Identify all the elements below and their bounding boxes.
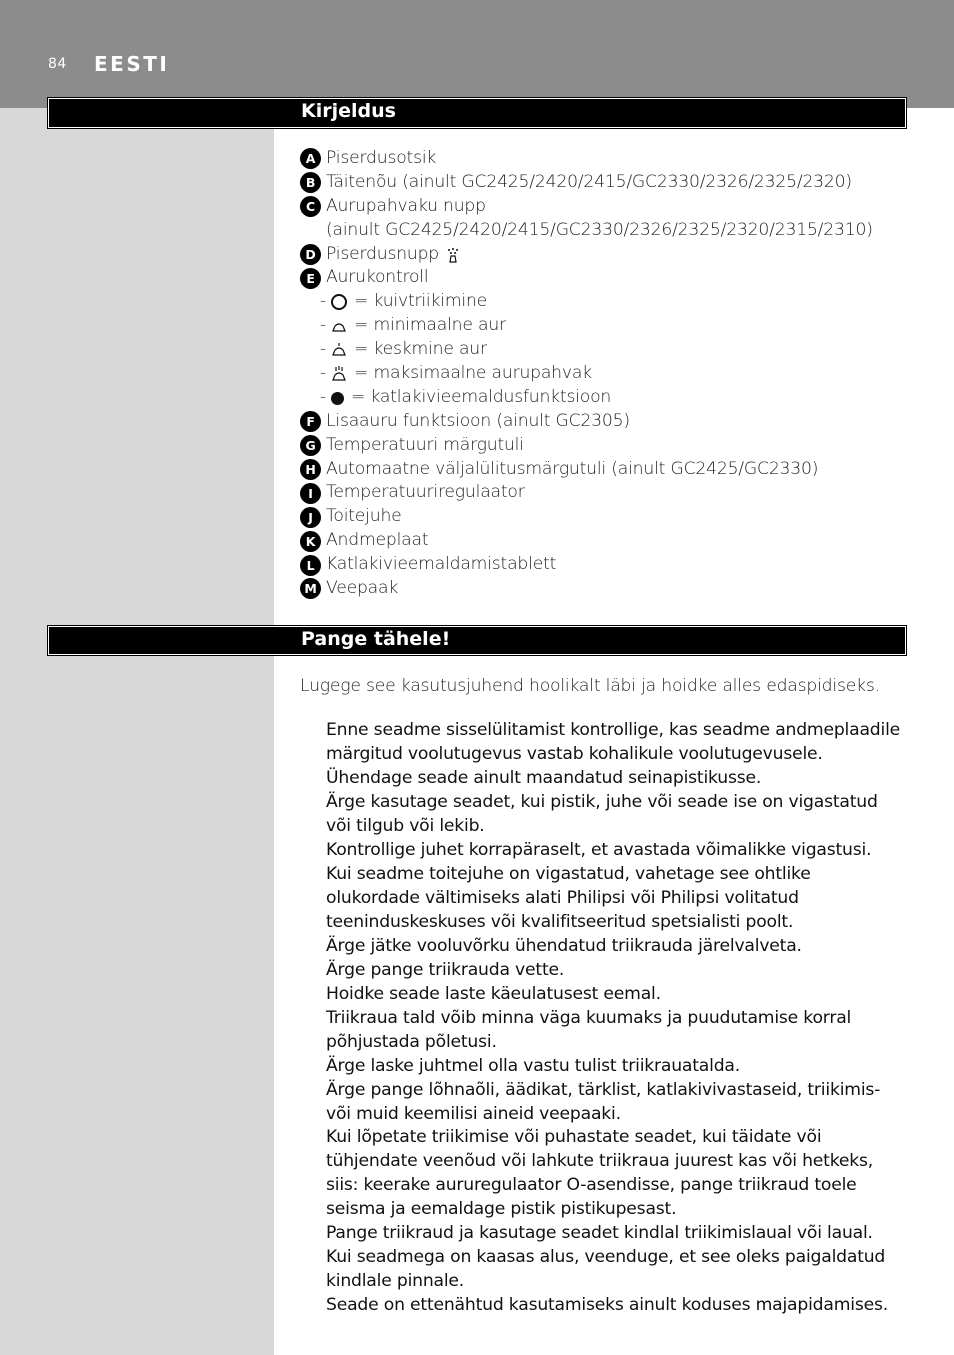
part-label: Toitejuhe <box>326 506 402 527</box>
part-label: Piserdusnupp <box>326 243 440 264</box>
steam-setting-row: - = maksimaalne aurupahvak <box>300 362 873 386</box>
steam-min-icon <box>331 318 347 334</box>
list-item <box>300 505 873 529</box>
warning-line: põhjustada põletusi. <box>326 1031 497 1052</box>
warning-line: Ärge kasutage seadet, kui pistik, juhe või seade ise on vigastatud <box>326 791 878 812</box>
warning-line: või tilgub või lekib. <box>326 815 485 836</box>
warning-line: Seade on ettenähtud kasutamiseks ainult koduses majapidamises. <box>326 1295 888 1316</box>
warning-line: Ärge pange triikrauda vette. <box>326 959 565 980</box>
part-label: Katlakivieemaldamistablett <box>326 554 557 575</box>
warning-line: Ärge pange lõhnaõli, äädikat, tärklist, katlakivivastaseid, triikimis- <box>326 1079 881 1100</box>
list-item <box>300 577 873 601</box>
language-heading: EESTI <box>94 52 170 76</box>
steam-setting-label: = kuivtriikimine <box>354 291 488 312</box>
page-number: 84 <box>48 56 67 72</box>
steam-setting-label: = maksimaalne aurupahvak <box>354 363 592 384</box>
letter-badge-f: F <box>300 411 321 432</box>
warning-line: Ühendage seade ainult maandatud seinapistikusse. <box>326 767 762 788</box>
list-item <box>300 171 873 195</box>
steam-setting-label: = keskmine aur <box>354 339 487 360</box>
section-bar-notice <box>48 626 906 655</box>
warning-line: Kui seadme toitejuhe on vigastatud, vahetage see ohtlike <box>326 863 811 884</box>
list-item <box>300 410 873 434</box>
warning-lines <box>300 719 900 1318</box>
part-label: (ainult GC2425/2420/2415/GC2330/2326/2325/2320/2315/2310) <box>326 219 873 240</box>
section-bar-description <box>48 98 906 128</box>
part-label: Täitenõu (ainult GC2425/2420/2415/GC2330/2326/2325/2320) <box>326 171 852 192</box>
list-item <box>300 195 873 219</box>
letter-badge-i: I <box>300 483 321 504</box>
left-margin-column <box>0 108 274 1355</box>
part-label: Andmeplaat <box>326 530 429 551</box>
letter-badge-a: A <box>300 148 321 169</box>
warning-line: kindlale pinnale. <box>326 1271 465 1292</box>
steam-setting-label: = minimaalne aur <box>354 315 506 336</box>
warning-line: Enne seadme sisselülitamist kontrollige, kas seadme andmeplaadile <box>326 720 901 740</box>
warning-line: Ärge laske juhtmel olla vastu tulist triikrauatalda. <box>326 1055 741 1076</box>
part-label: Lisaauru funktsioon (ainult GC2305) <box>326 410 630 431</box>
steam-setting-row: - = katlakivieemaldusfunktsioon <box>300 386 873 410</box>
list-item <box>300 529 873 553</box>
warning-line: olukordade vältimiseks alati Philipsi või Philipsi volitatud <box>326 887 799 908</box>
steam-max-icon <box>331 366 347 382</box>
steam-setting-row: - = kuivtriikimine <box>300 290 873 314</box>
warning-line: Pange triikraud ja kasutage seadet kindlal triikimislaual või laual. <box>326 1223 873 1244</box>
steam-setting-label: = katlakivieemaldusfunktsioon <box>351 386 612 407</box>
list-item <box>300 266 873 290</box>
steam-medium-icon <box>331 342 347 358</box>
letter-badge-b: B <box>300 172 321 193</box>
steam-setting-row: - = keskmine aur <box>300 338 873 362</box>
part-label: Automaatne väljalülitusmärgutuli (ainult GC2425/GC2330) <box>326 458 819 479</box>
part-label: Temperatuuriregulaator <box>326 482 525 503</box>
parts-list <box>300 147 873 601</box>
letter-badge-h: H <box>300 459 321 480</box>
list-item <box>300 458 873 482</box>
list-item <box>300 243 873 267</box>
steam-setting-row: - = minimaalne aur <box>300 314 873 338</box>
letter-badge-d: D <box>300 244 321 265</box>
intro-paragraph: Lugege see kasutusjuhend hoolikalt läbi ja hoidke alles edaspidiseks. <box>300 676 880 696</box>
part-label: Aurukontroll <box>326 267 429 288</box>
warning-line: tühjendate veenõud või lahkute triikraua juurest kas või hetkeks, <box>326 1151 874 1172</box>
warning-line: või muid keemilisi aineid veepaaki. <box>326 1103 621 1124</box>
warning-line: märgitud voolutugevus vastab kohalikule voolutugevusele. <box>326 743 823 764</box>
letter-badge-e: E <box>300 268 321 289</box>
warning-line: Kui seadmega on kaasas alus, veenduge, et see oleks paigaldatud <box>326 1247 886 1268</box>
dry-circle-icon <box>331 294 347 310</box>
warnings-block <box>300 673 900 1318</box>
warning-line: Kontrollige juhet korrapäraselt, et avastada võimalikke vigastusi. <box>326 839 872 860</box>
letter-badge-g: G <box>300 435 321 456</box>
section-title-notice: Pange tähele! <box>301 628 451 650</box>
spray-icon <box>445 247 461 263</box>
letter-badge-l: L <box>300 555 321 576</box>
list-item <box>300 553 873 577</box>
warning-line: siis: keerake aururegulaator O-asendisse, pange triikraud toele <box>326 1175 857 1196</box>
letter-badge-j: J <box>300 507 321 528</box>
warning-line: Hoidke seade laste käeulatusest eemal. <box>326 983 661 1004</box>
calc-clean-dot-icon <box>331 392 344 405</box>
list-item <box>300 481 873 505</box>
part-label: Piserdusotsik <box>326 148 437 168</box>
warning-line: Kui lõpetate triikimise või puhastate seadet, kui täidate või <box>326 1127 822 1148</box>
letter-badge-m: M <box>300 578 321 599</box>
part-label: Aurupahvaku nupp <box>326 195 486 216</box>
letter-badge-k: K <box>300 531 321 552</box>
list-item-continuation <box>300 219 873 243</box>
section-title-description: Kirjeldus <box>301 100 396 122</box>
letter-badge-c: C <box>300 196 321 217</box>
part-label: Temperatuuri märgutuli <box>326 434 524 455</box>
warning-line: Triikraua tald võib minna väga kuumaks ja puudutamise korral <box>326 1007 852 1028</box>
part-label: Veepaak <box>326 578 399 599</box>
warning-line: Ärge jätke vooluvõrku ühendatud triikrauda järelvalveta. <box>326 935 802 956</box>
warning-line: seisma ja eemaldage pistik pistikupesast. <box>326 1199 677 1220</box>
warning-line: teeninduskeskuses või kvalifitseeritud spetsialisti poolt. <box>326 911 794 932</box>
list-item <box>300 147 873 171</box>
list-item <box>300 434 873 458</box>
